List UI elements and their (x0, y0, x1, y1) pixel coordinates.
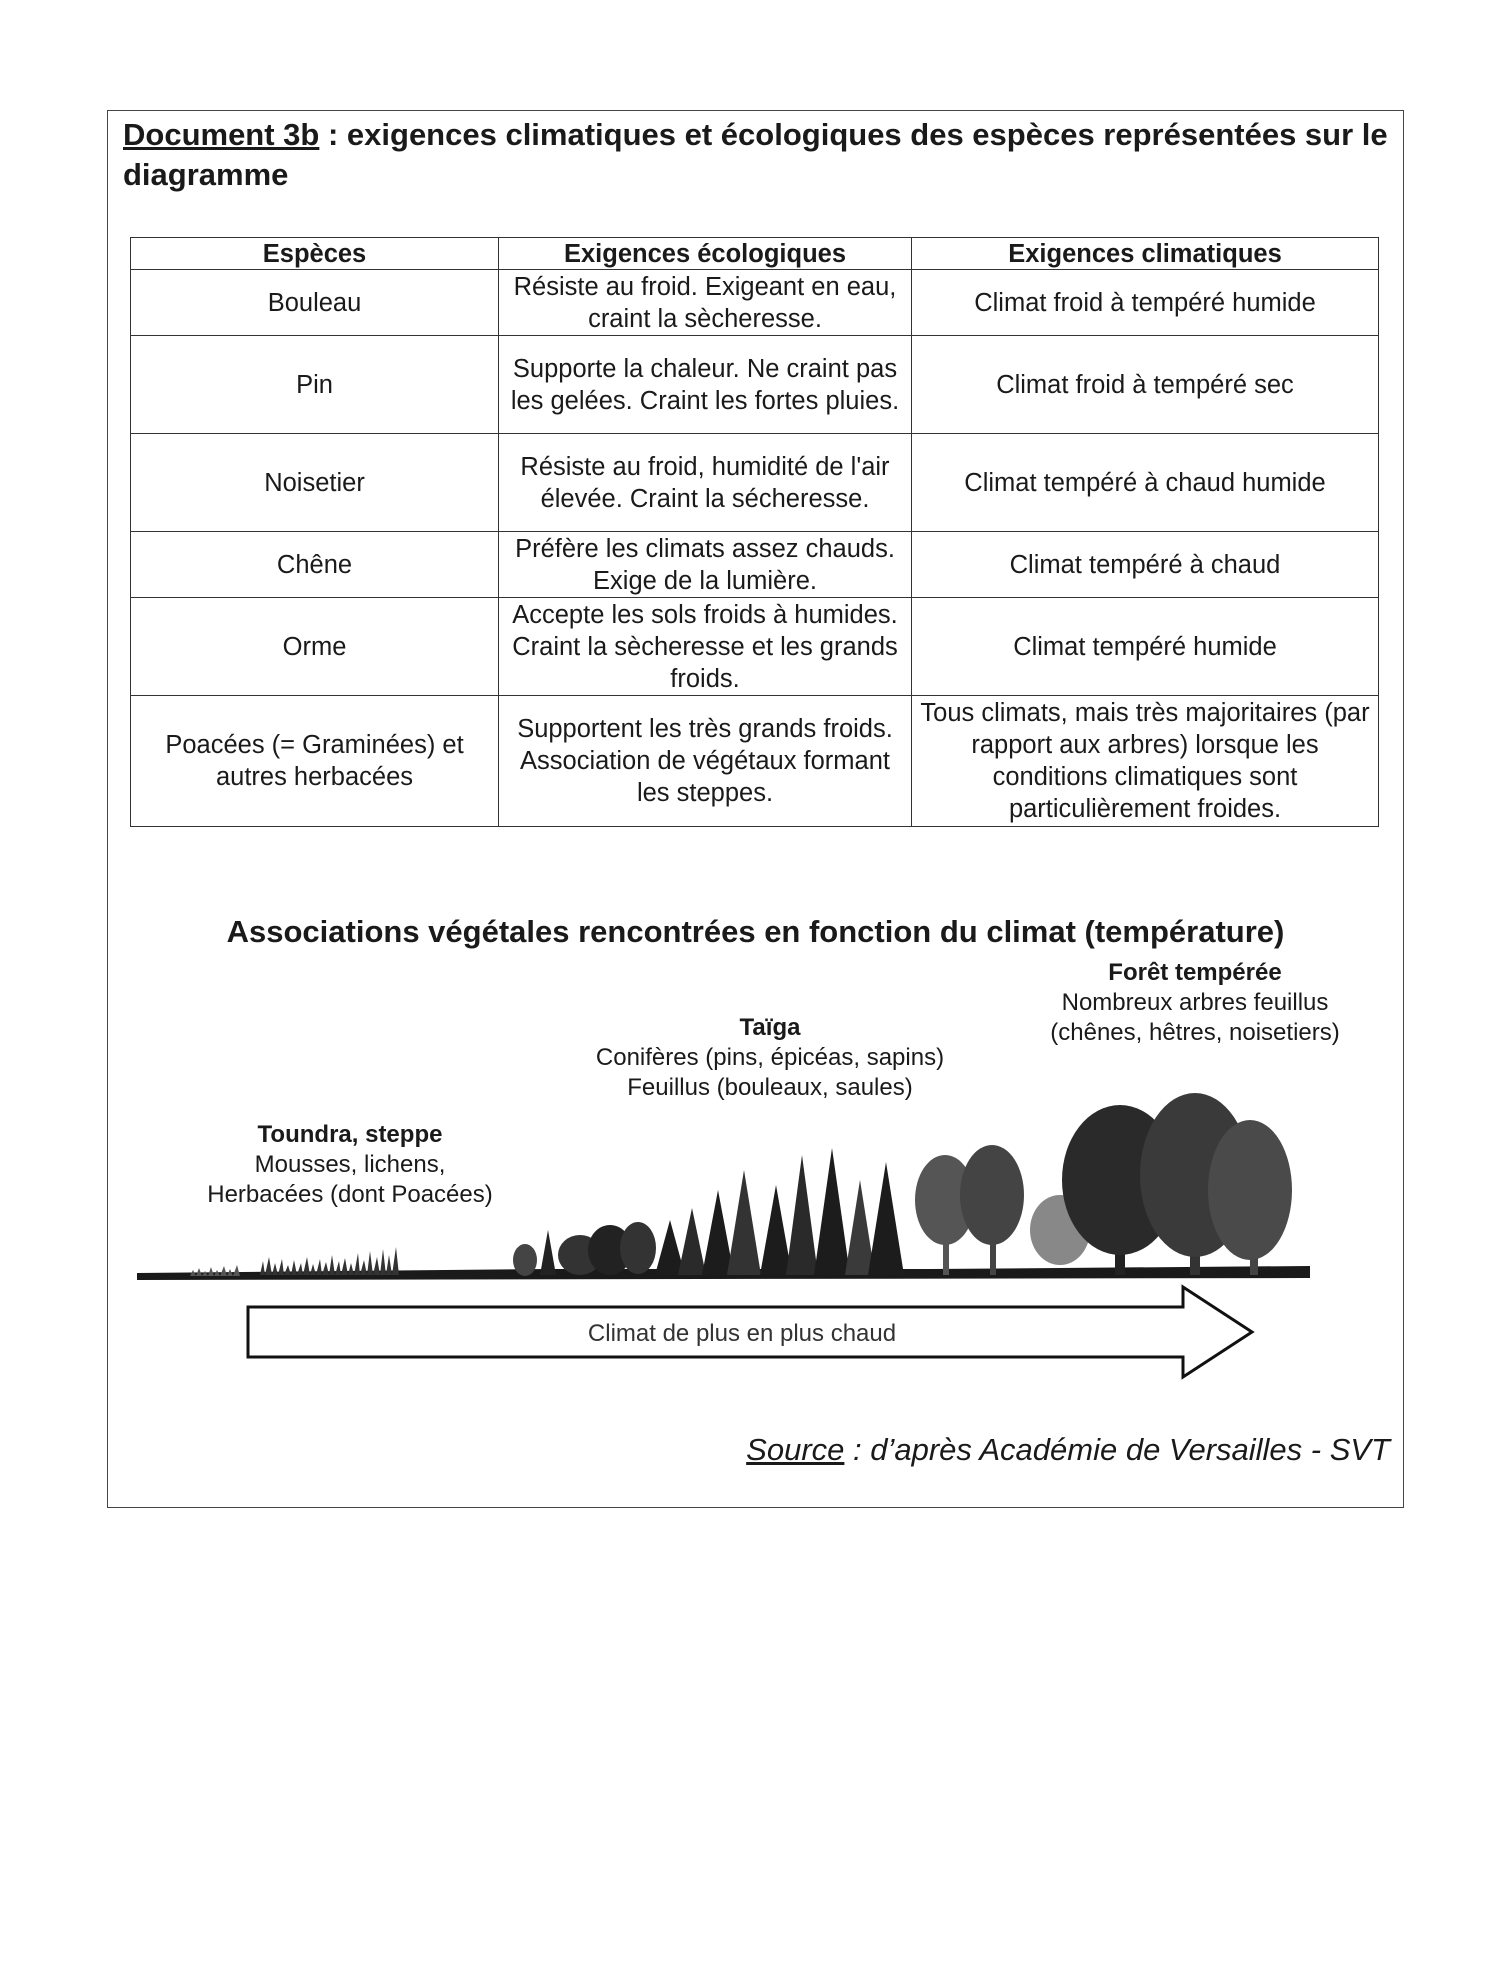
source-text: : d’après Académie de Versailles - SVT (844, 1432, 1390, 1467)
diagram-title: Associations végétales rencontrées en fonction du climat (température) (226, 914, 1285, 949)
zone-name: Toundra, steppe (257, 1121, 443, 1148)
vegetation-landscape (130, 1070, 1350, 1380)
climatic-cell: Climat tempéré humide (912, 598, 1379, 696)
ecological-cell: Supportent les très grands froids. Association de végétaux formant les steppes. (499, 696, 912, 827)
climatic-cell: Tous climats, mais très majoritaires (par rapport aux arbres) lorsque les conditions climatiques sont particulièrement froides. (912, 696, 1379, 827)
species-cell: Noisetier (131, 434, 499, 532)
ecological-cell: Résiste au froid. Exigeant en eau, craint la sècheresse. (499, 270, 912, 336)
ecological-cell: Accepte les sols froids à humides. Craint la sècheresse et les grands froids. (499, 598, 912, 696)
zone-description: Feuillus (bouleaux, saules) (627, 1074, 913, 1101)
table-row (131, 696, 1379, 827)
zone-description: Mousses, lichens, (254, 1151, 446, 1178)
grass-icon (190, 1247, 399, 1276)
zone-name: Forêt tempérée (1108, 959, 1282, 986)
zone-description: (chênes, hêtres, noisetiers) (1050, 1019, 1340, 1046)
species-cell: Pin (131, 336, 499, 434)
species-cell: Orme (131, 598, 499, 696)
document-label: Document 3b (123, 117, 320, 152)
species-cell: Bouleau (131, 270, 499, 336)
ecological-cell: Résiste au froid, humidité de l'air élevée. Craint la sécheresse. (499, 434, 912, 532)
deciduous-tree-icon (915, 1093, 1292, 1275)
climatic-cell: Climat tempéré à chaud humide (912, 434, 1379, 532)
zone-label-forest (1010, 958, 1380, 1048)
document-title (123, 115, 1393, 195)
header-species: Espèces (131, 238, 499, 270)
climatic-cell: Climat froid à tempéré humide (912, 270, 1379, 336)
species-cell: Chêne (131, 532, 499, 598)
table-header-row (131, 238, 1379, 270)
source-label: Source (746, 1432, 845, 1467)
table-row (131, 598, 1379, 696)
shrub-icon (513, 1222, 656, 1276)
document-subtitle: : exigences climatiques et écologiques des espèces représentées sur le diagramme (123, 117, 1388, 192)
table-row (131, 270, 1379, 336)
climatic-cell: Climat tempéré à chaud (912, 532, 1379, 598)
species-cell: Poacées (= Graminées) et autres herbacées (131, 696, 499, 827)
zone-description: Herbacées (dont Poacées) (207, 1181, 493, 1208)
zone-description: Nombreux arbres feuillus (1061, 989, 1329, 1016)
arrow-label: Climat de plus en plus chaud (587, 1320, 897, 1347)
conifer-tree-icon (655, 1148, 904, 1275)
source-citation (746, 1430, 1390, 1470)
header-ecological: Exigences écologiques (499, 238, 912, 270)
zone-description: Conifères (pins, épicéas, sapins) (595, 1044, 945, 1071)
climatic-cell: Climat froid à tempéré sec (912, 336, 1379, 434)
header-climatic: Exigences climatiques (912, 238, 1379, 270)
table-row (131, 336, 1379, 434)
zone-name: Taïga (739, 1014, 801, 1041)
ecological-cell: Préfère les climats assez chauds. Exige de la lumière. (499, 532, 912, 598)
table-row (131, 532, 1379, 598)
species-table (130, 237, 1379, 827)
ecological-cell: Supporte la chaleur. Ne craint pas les gelées. Craint les fortes pluies. (499, 336, 912, 434)
table-row (131, 434, 1379, 532)
